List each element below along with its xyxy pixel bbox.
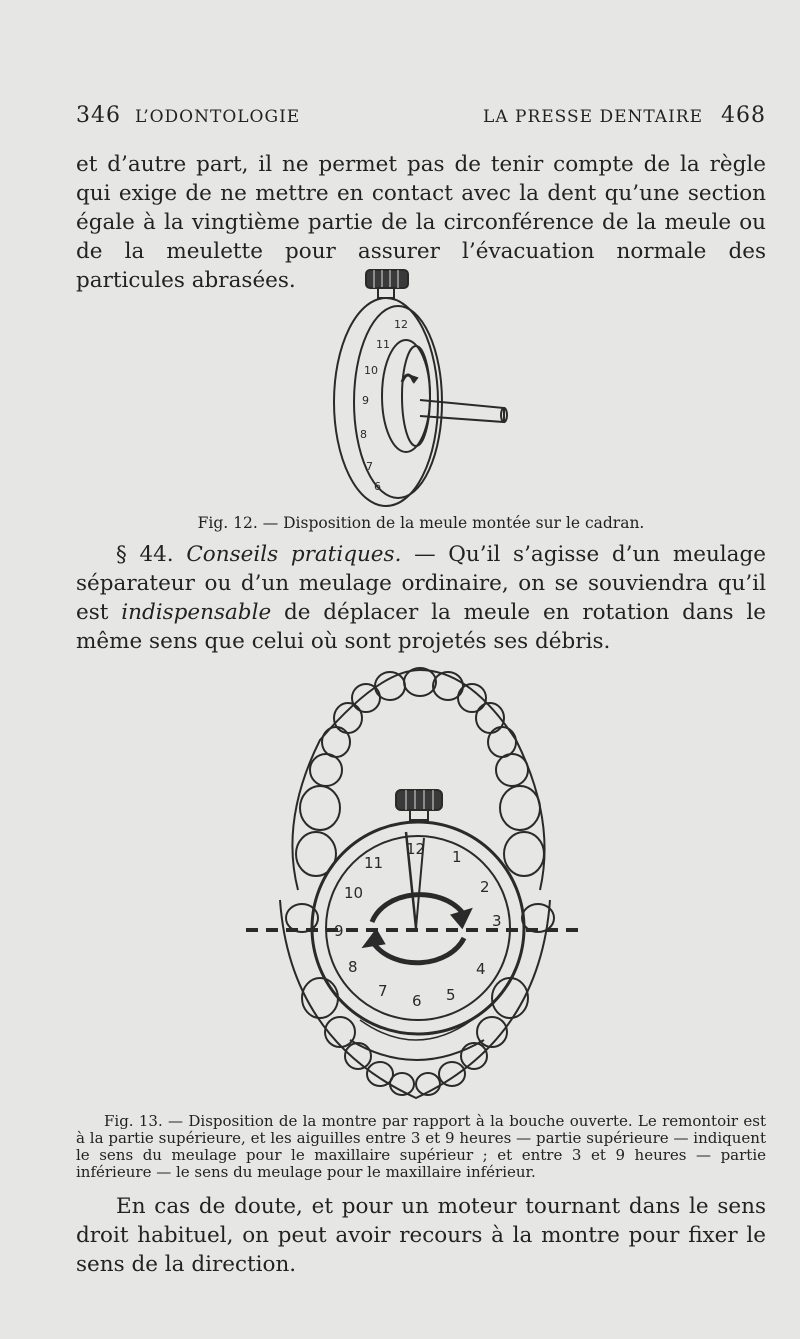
figure-12-wheel-on-dial [320,262,520,510]
fig13-dial-number: 7 [378,982,388,1000]
header-left [76,103,300,128]
fig12-dial-number: 12 [394,318,408,331]
paragraph-2 [76,540,766,656]
paragraph-2-text-a: — Qu’il s’agisse d’un meulage séparateur ou d’un meulage ordinaire, on se souviendra qu’il est [76,542,766,625]
left-running-title: L’ODONTOLOGIE [135,107,301,127]
fig12-dial-number: 9 [362,394,369,407]
fig13-dial-number: 3 [492,912,502,930]
figure-13-watch-over-mouth [240,660,580,1105]
figure-12-caption: Fig. 12. — Disposition de la meule montée sur le cadran. [197,514,645,532]
paragraph-3: En cas de doute, et pour un moteur tournant dans le sens droit habituel, on peut avoir recours à la montre pour fixer le sens de la direction. [76,1194,766,1277]
left-page-number: 346 [76,103,121,128]
section-number: § 44. [116,542,174,567]
fig13-dial-number: 6 [412,992,422,1010]
fig13-dial-number: 8 [348,958,358,976]
fig13-dial-number: 10 [344,884,364,902]
fig13-dial-number: 4 [476,960,486,978]
fig13-dial-number: 1 [452,848,462,866]
fig12-dial-number: 10 [364,364,378,377]
paragraph-1: et d’autre part, il ne permet pas de tenir compte de la règle qui exige de ne mettre en contact avec la dent qu’une section égale à la vingtième partie de la circonférence de la meule ou de la meulette pour assurer l’évacuation normale des particules abrasées. [76,152,766,293]
emphasis-indispensable: indispensable [121,600,272,625]
right-page-number: 468 [721,103,766,128]
fig12-dial-number: 6 [374,480,381,493]
figure-13-caption: Fig. 13. — Disposition de la montre par rapport à la bouche ouverte. Le remontoir est à la partie supérieure, et les aiguilles entre 3 et 9 heures — partie supérieure — indiquent le sens du meulage pour le maxillaire supérieur ; et entre 3 et 9 heures — partie inférieure — le sens du meulage pour le maxillaire inférieur. [76,1112,766,1181]
fig12-dial-number: 8 [360,428,367,441]
header-right [483,103,766,128]
fig13-dial-number: 12 [406,840,426,858]
paragraph-2-text-b: de déplacer la meule en rotation dans le même sens que celui où sont projetés ses débris. [76,600,766,654]
right-running-title: LA PRESSE DENTAIRE [483,107,703,127]
fig12-dial-number: 11 [376,338,390,351]
running-header [76,103,766,133]
fig13-dial-number: 5 [446,986,456,1004]
fig12-dial-number: 7 [366,460,373,473]
fig13-dial-number: 11 [364,854,384,872]
fig13-dial-number: 9 [334,922,344,940]
section-heading: Conseils pratiques. [186,542,402,567]
fig13-dial-number: 2 [480,878,490,896]
